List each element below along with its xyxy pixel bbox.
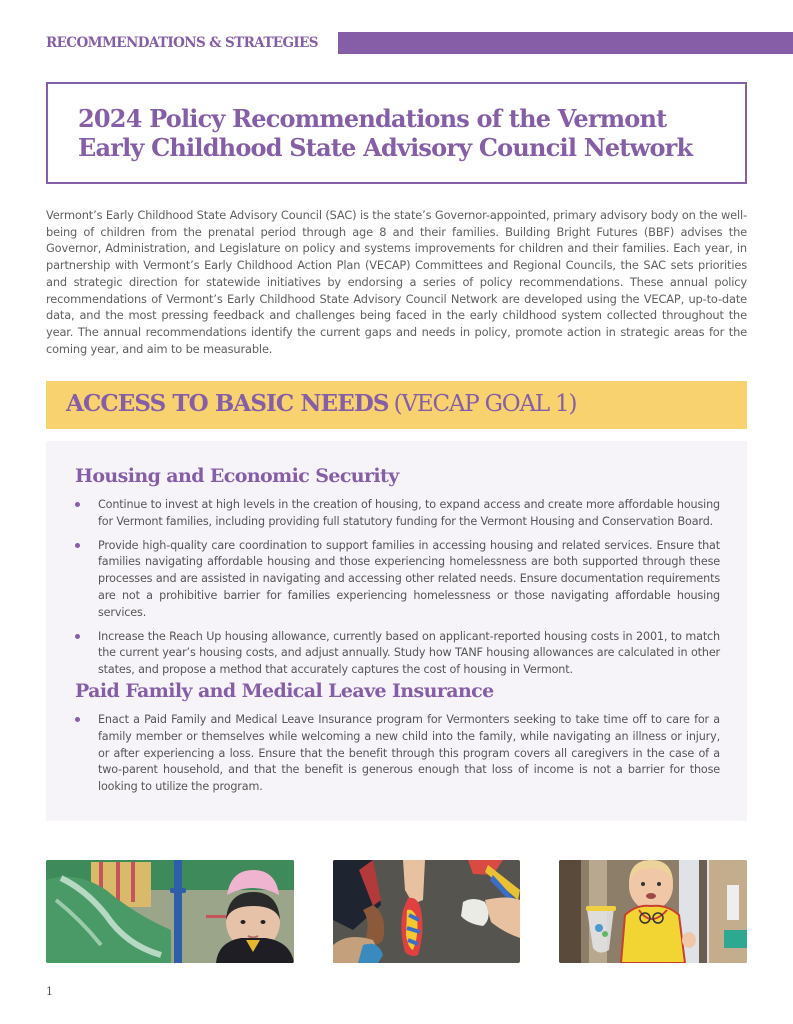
page-number: 1 [46,985,53,998]
bullet-icon [75,543,80,548]
list-item [75,497,720,531]
section-label: RECOMMENDATIONS & STRATEGIES [46,35,318,51]
photo-child-in-yellow-smock [559,860,747,963]
goal-content-panel [46,441,747,821]
section-heading-housing: Housing and Economic Security [75,465,399,487]
list-item [75,538,720,622]
title-box [46,82,747,184]
bullet-icon [75,717,80,722]
list-item-text: Enact a Paid Family and Medical Leave Insurance program for Vermonters seeking to take time off to care for a family member or themselves while welcoming a new child into the family, while navigating an illness or injury, or after experiencing a loss. Ensure that the benefit through this program covers all caregivers in the case of a two-parent household, and that the benefit is generous enough that loss of income is not a barrier for those looking to utilize the program. [98,713,720,794]
page-title [78,104,745,162]
goal-title: ACCESS TO BASIC NEEDS [66,390,389,417]
photo-children-playing-with-toys [333,860,520,963]
page-title-line-2: Early Childhood State Advisory Council Network [78,133,693,162]
intro-paragraph: Vermont’s Early Childhood State Advisory Council (SAC) is the state’s Governor-appointed, primary advisory body on the well-being of children from the prenatal period through age 8 and their families. Building Bright Futures (BBF) advises the Governor, Administration, and Legislature on policy and systems improvements for children and their families. Each year, in partnership with Vermont’s Early Childhood Action Plan (VECAP) Committees and Regional Councils, the SAC sets priorities and strategic direction for statewide initiatives by endorsing a series of policy recommendations. These annual policy recommendations of Vermont’s Early Childhood State Advisory Council Network are developed using the VECAP, up-to-date data, and the most pressing feedback and challenges being faced in the early childhood system collected throughout the year. The annual recommendations identify the current gaps and needs in policy, promote action in strategic areas for the coming year, and aim to be measurable. [46,208,747,356]
list-item-text: Increase the Reach Up housing allowance, currently based on applicant-reported housing costs in 2001, to match the current year’s housing costs, and adjust annually. Study how TANF housing allowances are calculated in other states, and propose a method that accurately captures the cost of housing in Vermont. [98,629,720,677]
section-heading-paid-leave: Paid Family and Medical Leave Insurance [75,680,494,702]
list-item-text: Provide high-quality care coordination to support families in accessing housing and related services. Ensure that families navigating affordable housing and those experiencing homelessness are both supported through these processes and are assisted in navigating and accessing other related needs. Ensure documentation requirements are not a prohibitive barrier for families experiencing homelessness or those navigating affordable housing services. [98,538,720,619]
photo-child-at-playground [46,860,294,963]
page-title-line-1: 2024 Policy Recommendations of the Vermont [78,104,667,133]
bullet-icon [75,634,80,639]
housing-bullet-list [75,497,720,686]
list-item-text: Continue to invest at high levels in the creation of housing, to expand access and create more affordable housing for Vermont families, including providing full statutory funding for the Vermont Housing and Conservation Board. [98,498,720,528]
paid-leave-bullet-list [75,712,720,803]
bullet-icon [75,502,80,507]
section-accent-bar [338,32,793,54]
list-item [75,712,720,796]
goal-subtitle: (VECAP GOAL 1) [393,391,577,417]
goal-banner [46,381,747,429]
list-item [75,629,720,679]
